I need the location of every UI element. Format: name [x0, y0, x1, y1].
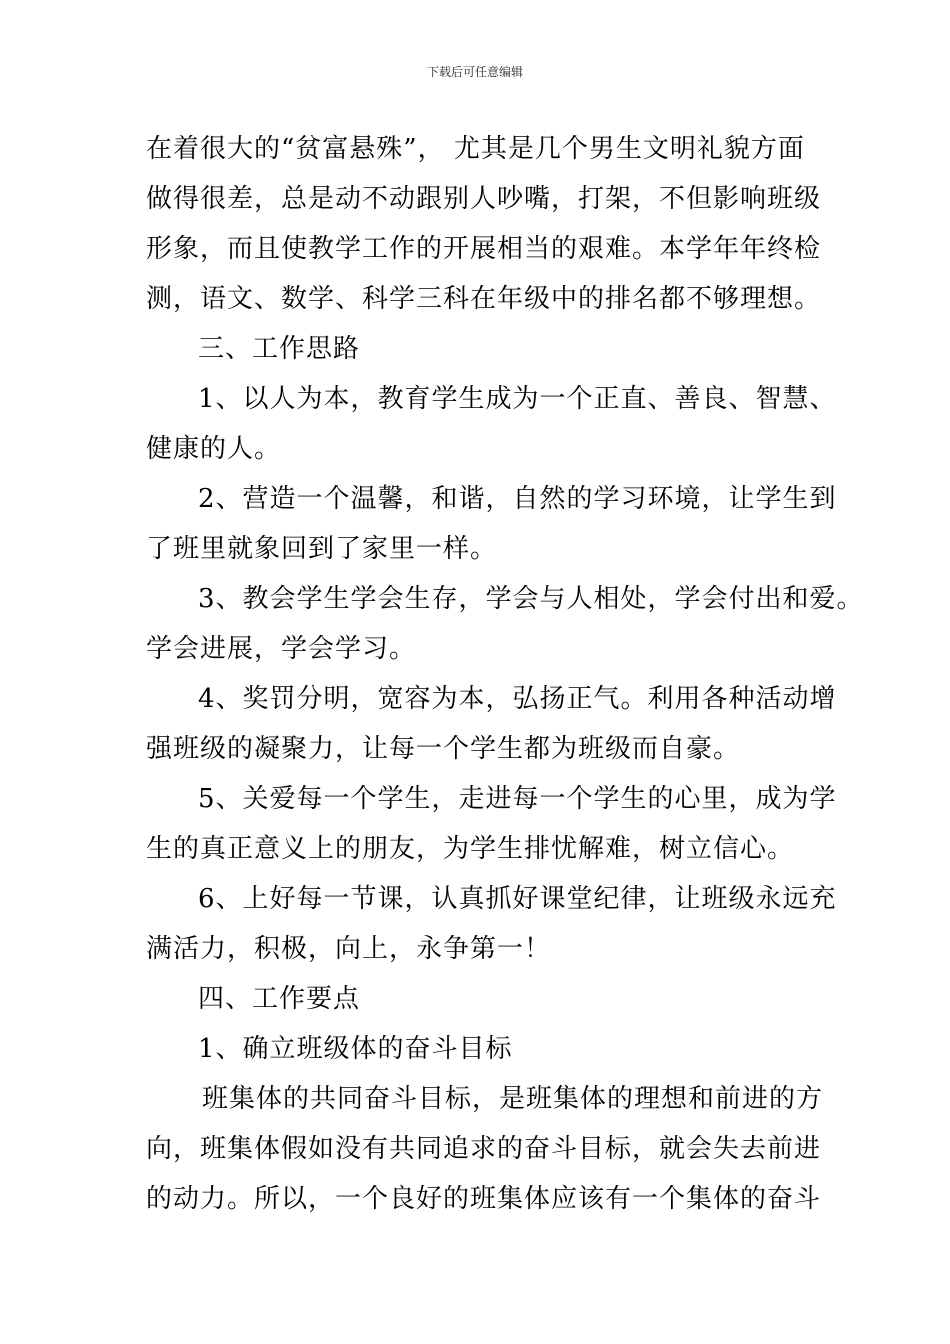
list-item: 5、关爱每一个学生，走进每一个学生的心里，成为学 — [198, 784, 837, 814]
list-item: 4、奖罚分明，宽容为本，弘扬正气。利用各种活动增 — [198, 684, 837, 714]
text-line: 了班里就象回到了家里一样。 — [146, 534, 498, 564]
paragraph-start: 班集体的共同奋斗目标，是班集体的理想和前进的方 — [202, 1084, 824, 1114]
document-body — [146, 124, 864, 1224]
subsection-heading: 1、确立班级体的奋斗目标 — [198, 1034, 513, 1064]
text-line: 的动力。所以，一个良好的班集体应该有一个集体的奋斗 — [146, 1184, 822, 1214]
text-line: 形象，而且使教学工作的开展相当的艰难。本学年年终检 — [146, 234, 822, 264]
page-header: 下载后可任意编辑 — [426, 65, 523, 79]
text-line: 学会进展，学会学习。 — [146, 634, 417, 664]
text-line: 测，语文、数学、科学三科在年级中的排名都不够理想。 — [146, 284, 822, 314]
list-item: 3、教会学生学会生存，学会与人相处，学会付出和爱。 — [198, 584, 864, 614]
text-line: 向，班集体假如没有共同追求的奋斗目标，就会失去前进 — [146, 1134, 822, 1164]
text-line: 健康的人。 — [146, 434, 282, 464]
text-line: 在着很大的“贫富悬殊”， 尤其是几个男生文明礼貌方面 — [146, 134, 805, 164]
text-line: 满活力，积极，向上，永争第一！ — [146, 934, 552, 964]
list-item: 1、以人为本，教育学生成为一个正直、善良、智慧、 — [198, 384, 837, 414]
list-item: 6、上好每一节课，认真抓好课堂纪律，让班级永远充 — [198, 884, 837, 914]
section-heading: 四、工作要点 — [198, 984, 361, 1014]
list-item: 2、营造一个温馨，和谐，自然的学习环境，让学生到 — [198, 484, 837, 514]
section-heading: 三、工作思路 — [198, 334, 361, 364]
text-line: 生的真正意义上的朋友，为学生排忧解难，树立信心。 — [146, 834, 795, 864]
text-line: 强班级的凝聚力，让每一个学生都为班级而自豪。 — [146, 734, 741, 764]
text-line: 做得很差，总是动不动跟别人吵嘴，打架，不但影响班级 — [146, 184, 822, 214]
